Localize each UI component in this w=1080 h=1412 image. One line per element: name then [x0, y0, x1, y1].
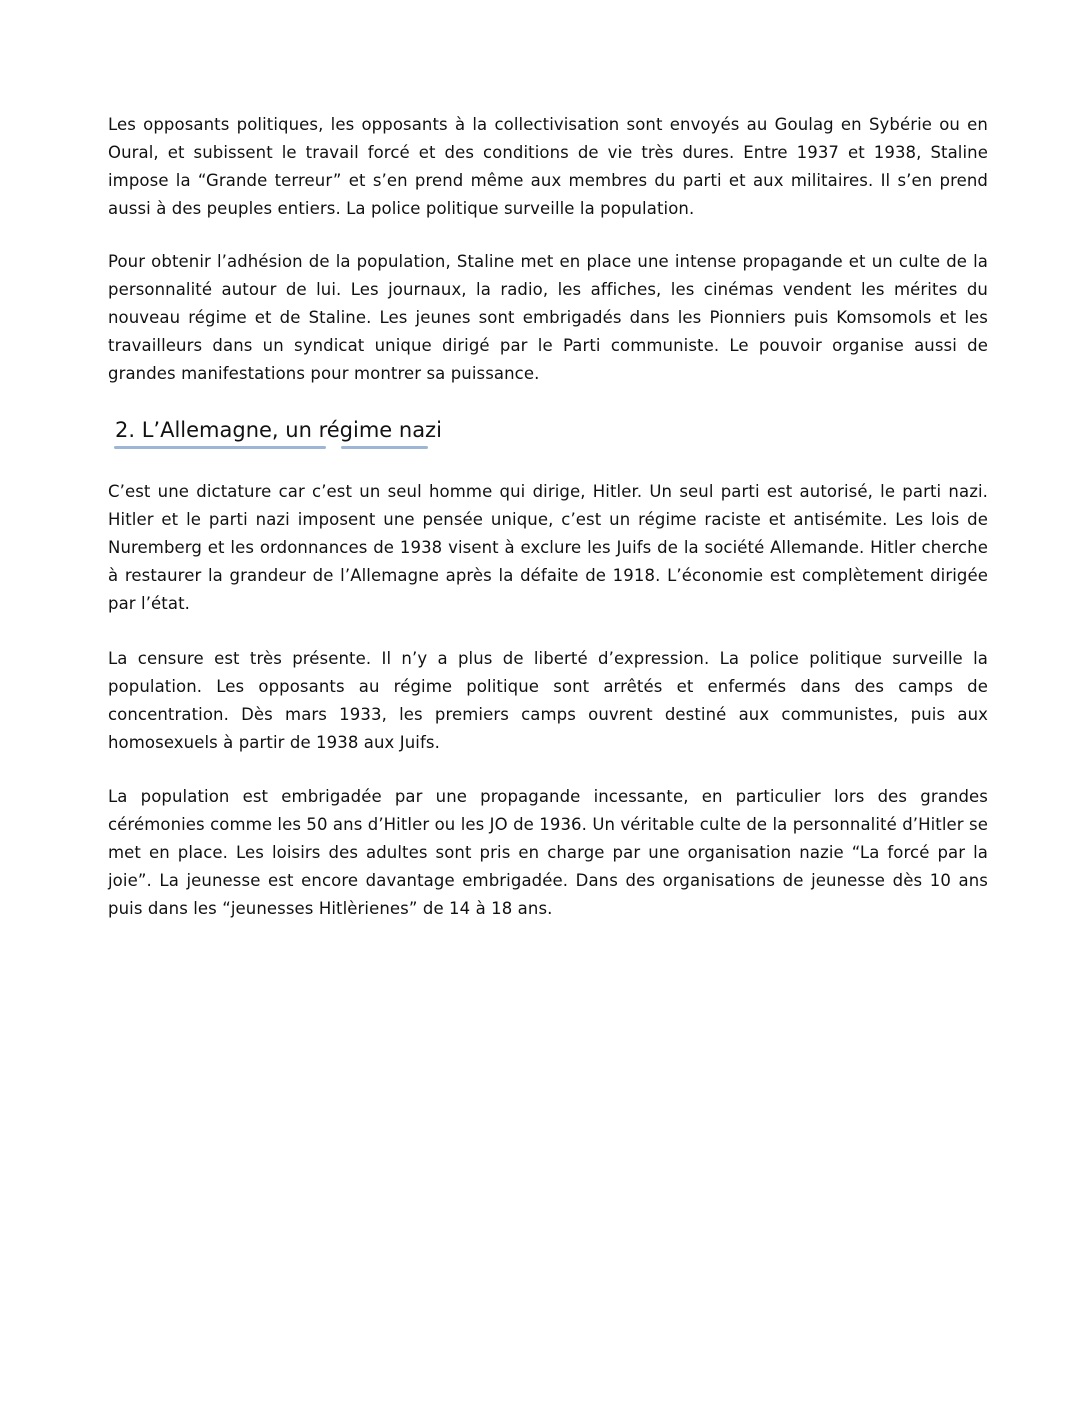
heading-underline-decoration — [114, 446, 326, 449]
heading-underline-decoration — [341, 446, 428, 449]
paragraph-dictature-nazie: C’est une dictature car c’est un seul homme qui dirige, Hitler. Un seul parti est autorisé, le parti nazi. Hitler et le parti nazi imposent une pensée unique, c’est un régime raciste et antisémite. Les lois de Nuremberg et les ordonnances de 1938 visent à exclure les Juifs de la société Allemande. Hitler cherche à restaurer la grandeur de l’Allemagne après la défaite de 1918. L’économie est complètement dirigée par l’état. — [108, 482, 988, 613]
paragraph-staline-propagande: Pour obtenir l’adhésion de la population, Staline met en place une intense propagande et un culte de la personnalité autour de lui. Les journaux, la radio, les affiches, les cinémas vendent les mérites du nouveau régime et de Staline. Les jeunes sont embrigadés dans les Pionniers puis Komsomols et les travailleurs dans un syndicat unique dirigé par le Parti communiste. Le pouvoir organise aussi de grandes manifestations pour montrer sa puissance. — [108, 252, 988, 383]
section-heading-allemagne: 2. L’Allemagne, un régime nazi — [115, 418, 442, 442]
paragraph-goulag: Les opposants politiques, les opposants à la collectivisation sont envoyés au Goulag en Sybérie ou en Oural, et subissent le travail forcé et des conditions de vie très dures. Entre 1937 et 1938, Staline impose la “Grande terreur” et s’en prend même aux membres du parti et aux militaires. Il s’en prend aussi à des peuples entiers. La police politique surveille la population. — [108, 115, 988, 218]
paragraph-embrigadement: La population est embrigadée par une propagande incessante, en particulier lors des grandes cérémonies comme les 50 ans d’Hitler ou les JO de 1936. Un véritable culte de la personnalité d’Hitler se met en place. Les loisirs des adultes sont pris en charge par une organisation nazie “La forcé par la joie”. La jeunesse est encore davantage embrigadée. Dans des organisations de jeunesse dès 10 ans puis dans les “jeunesses Hitlèrienes” de 14 à 18 ans. — [108, 787, 988, 918]
paragraph-censure: La censure est très présente. Il n’y a plus de liberté d’expression. La police politique surveille la population. Les opposants au régime politique sont arrêtés et enfermés dans des camps de concentration. Dès mars 1933, les premiers camps ouvrent destiné aux communistes, puis aux homosexuels à partir de 1938 aux Juifs. — [108, 649, 988, 752]
